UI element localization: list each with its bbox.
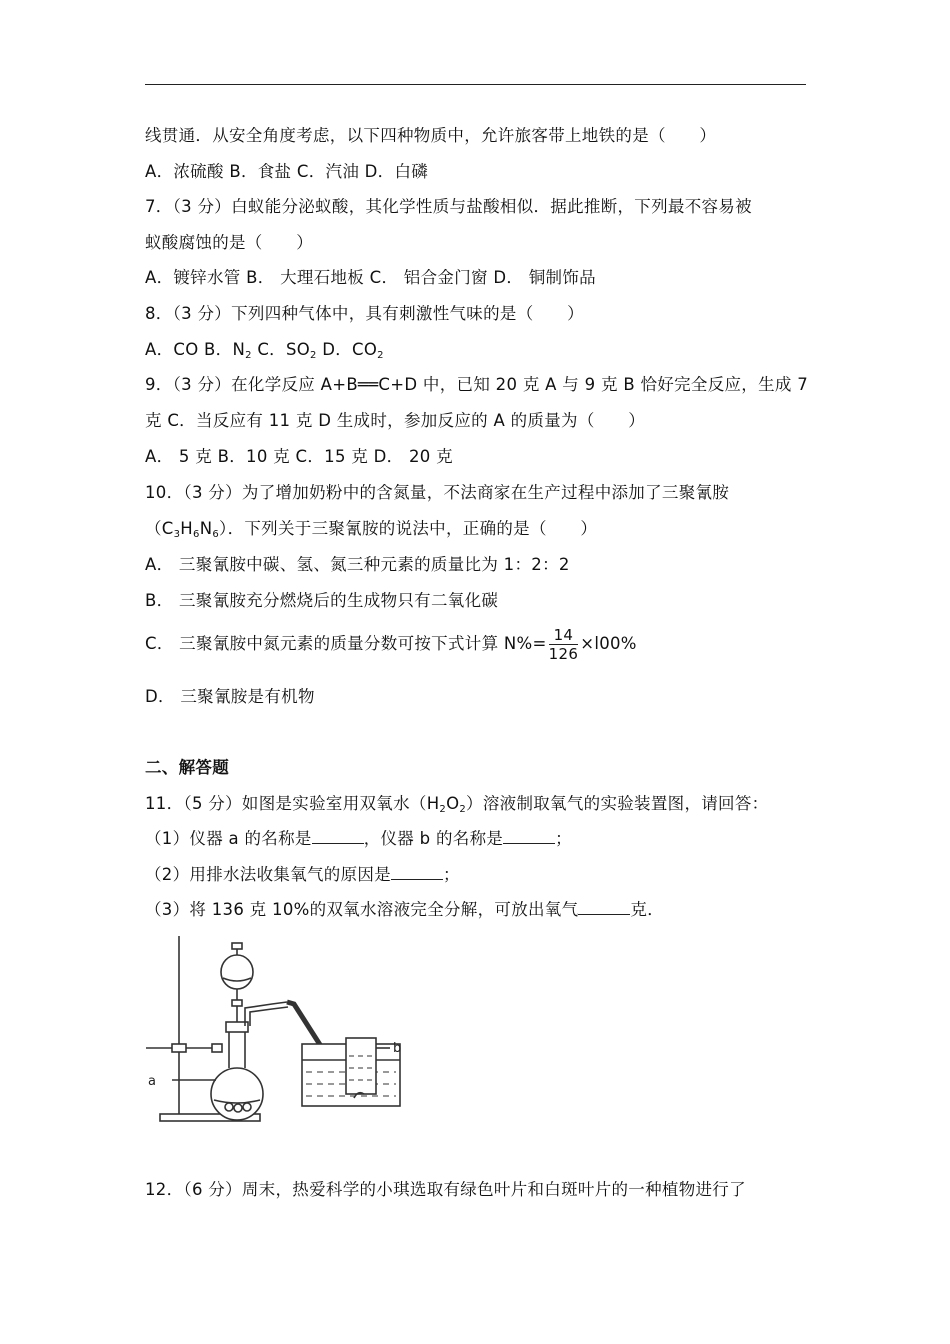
q10-option-b: B． 三聚氰胺充分燃烧后的生成物只有二氧化碳 bbox=[145, 591, 499, 610]
header-rule bbox=[145, 84, 806, 85]
text-line: 线贯通．从安全角度考虑，以下四种物质中，允许旅客带上地铁的是（ ） bbox=[145, 126, 717, 145]
q10-option-d: D． 三聚氰胺是有机物 bbox=[145, 687, 315, 706]
q12-stem: 12．（6 分）周末，热爱科学的小琪选取有绿色叶片和白斑叶片的一种植物进行了 bbox=[145, 1180, 746, 1199]
q7-options: A．镀锌水管 B． 大理石地板 C． 铝合金门窗 D． 铜制饰品 bbox=[145, 268, 596, 287]
separatory-funnel bbox=[221, 955, 253, 989]
q10-option-c: C． 三聚氰胺中氮元素的质量分数可按下式计算 N%= $\frac{14}{126}$ ×l00% bbox=[145, 626, 637, 663]
q7-stem-cont: 蚁酸腐蚀的是（ ） bbox=[145, 233, 313, 252]
q11-part3: （3）将 136 克 10%的双氧水溶液完全分解，可放出氧气 克． bbox=[145, 900, 665, 919]
answer-blank bbox=[578, 900, 630, 915]
q10-stem: 10．（3 分）为了增加奶粉中的含氮量，不法商家在生产过程中添加了三聚氰胺 bbox=[145, 483, 730, 502]
q6-options: A．浓硫酸 B．食盐 C．汽油 D．白磷 bbox=[145, 162, 429, 181]
label-a: a bbox=[148, 1074, 156, 1089]
section-heading: 二、解答题 bbox=[145, 758, 229, 777]
q11-part2: （2）用排水法收集氧气的原因是 ； bbox=[145, 865, 460, 884]
answer-blank bbox=[391, 865, 443, 880]
answer-blank bbox=[312, 829, 364, 844]
q7-stem: 7．（3 分）白蚁能分泌蚁酸，其化学性质与盐酸相似．据此推断，下列最不容易被 bbox=[145, 197, 752, 216]
q8-stem: 8．（3 分）下列四种气体中，具有刺激性气味的是（ ） bbox=[145, 304, 584, 323]
apparatus-figure bbox=[142, 930, 412, 1130]
q9-stem: 9．（3 分）在化学反应 A+B══C+D 中，已知 20 克 A 与 9 克 B 恰好完全反应，生成 7 bbox=[145, 375, 809, 394]
q8-options: A．CO B．$N_2$ C．$SO_2$ D．$CO_2$ bbox=[145, 340, 384, 361]
collection-bottle bbox=[346, 1038, 376, 1094]
q11-stem: 11．（5 分）如图是实验室用双氧水$(H_2O_2)$溶液制取氧气的实验装置图，请回答： bbox=[145, 794, 769, 815]
q9-stem-cont: 克 C．当反应有 11 克 D 生成时，参加反应的 A 的质量为（ ） bbox=[145, 411, 646, 430]
q10-option-a: A． 三聚氰胺中碳、氢、氮三种元素的质量比为 1：2：2 bbox=[145, 555, 570, 574]
q11-part1: （1）仪器 a 的名称是 ，仪器 b 的名称是 ； bbox=[145, 829, 572, 848]
q9-options: A． 5 克 B．10 克 C．15 克 D． 20 克 bbox=[145, 447, 453, 466]
label-b: b bbox=[393, 1041, 402, 1056]
answer-blank bbox=[503, 829, 555, 844]
fraction: $\frac{14}{126}$ bbox=[548, 626, 579, 663]
q10-stem-cont: $(C_3H_6N_6)$．下列关于三聚氰胺的说法中，正确的是（ ） bbox=[145, 519, 598, 540]
